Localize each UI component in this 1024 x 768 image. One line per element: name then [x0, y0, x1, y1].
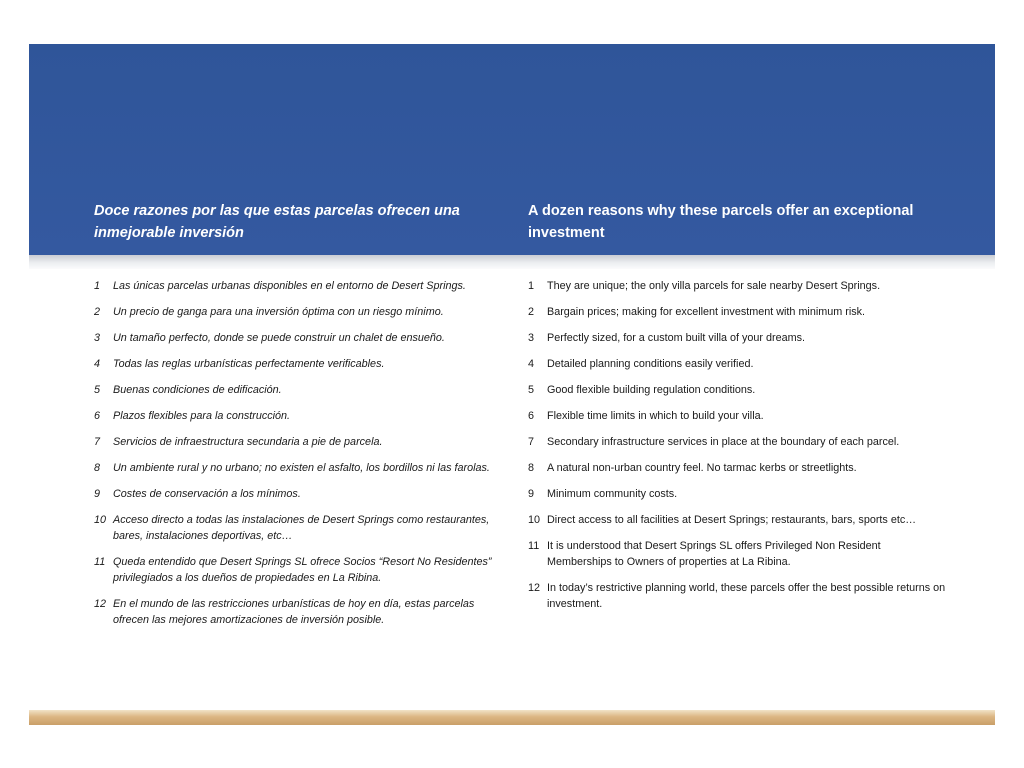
reason-text: Perfectly sized, for a custom built villa of your dreams.: [547, 332, 806, 344]
reason-number: 11: [94, 556, 106, 568]
spanish-reason-item: [94, 596, 504, 628]
spanish-reasons-list: [94, 278, 504, 638]
english-reason-item: [528, 538, 948, 570]
reason-text: Buenas condiciones de edificación.: [113, 384, 282, 396]
spanish-reason-item: [94, 356, 504, 372]
reason-number: 8: [528, 462, 535, 474]
reason-number: 5: [94, 384, 101, 396]
english-reason-item: [528, 356, 948, 372]
reason-number: 12: [94, 598, 107, 610]
reason-text: Las únicas parcelas urbanas disponibles en el entorno de Desert Springs.: [113, 280, 466, 292]
spanish-reason-item: [94, 278, 504, 294]
reason-number: 6: [94, 410, 101, 422]
english-reason-item: [528, 434, 948, 450]
reason-number: 3: [528, 332, 535, 344]
english-reason-item: [528, 512, 948, 528]
english-reason-item: [528, 486, 948, 502]
reason-text: En el mundo de las restricciones urbanísticas de hoy en día, estas parcelas ofrecen las mejores amortizaciones de inversión posible.: [113, 598, 475, 626]
spanish-reason-item: [94, 382, 504, 398]
spanish-reason-item: [94, 554, 504, 586]
reason-number: 7: [94, 436, 101, 448]
reason-number: 4: [528, 358, 535, 370]
reason-text: In today’s restrictive planning world, these parcels offer the best possible returns on investment.: [547, 582, 946, 610]
header-band: [29, 44, 995, 255]
spanish-reason-item: [94, 512, 504, 544]
reason-number: 8: [94, 462, 101, 474]
reason-text: It is understood that Desert Springs SL offers Privileged Non Resident Memberships to Owners of properties at La Ribina.: [547, 540, 881, 568]
reason-number: 5: [528, 384, 535, 396]
reason-number: 2: [528, 306, 535, 318]
reason-text: Acceso directo a todas las instalaciones de Desert Springs como restaurantes, bares, instalaciones deportivas, etc…: [113, 514, 490, 542]
reason-text: They are unique; the only villa parcels for sale nearby Desert Springs.: [547, 280, 881, 292]
english-reason-item: [528, 460, 948, 476]
reason-number: 12: [528, 582, 541, 594]
reason-number: 7: [528, 436, 535, 448]
english-title: A dozen reasons why these parcels offer an exceptional investment: [528, 203, 914, 241]
reason-number: 9: [94, 488, 101, 500]
reason-number: 9: [528, 488, 535, 500]
reason-text: Secondary infrastructure services in place at the boundary of each parcel.: [547, 436, 900, 448]
footer-band: [29, 710, 995, 725]
english-reason-item: [528, 382, 948, 398]
reason-number: 3: [94, 332, 101, 344]
reason-text: Flexible time limits in which to build your villa.: [547, 410, 764, 422]
english-reason-item: [528, 330, 948, 346]
reason-number: 1: [528, 280, 535, 292]
reason-number: 4: [94, 358, 101, 370]
spanish-reason-item: [94, 486, 504, 502]
reason-text: Bargain prices; making for excellent investment with minimum risk.: [547, 306, 866, 318]
reason-text: Todas las reglas urbanísticas perfectamente verificables.: [113, 358, 385, 370]
reason-text: Direct access to all facilities at Desert Springs; restaurants, bars, sports etc…: [547, 514, 917, 526]
header-shadow: [29, 255, 995, 269]
reason-number: 6: [528, 410, 535, 422]
spanish-reason-item: [94, 460, 504, 476]
reason-number: 11: [528, 540, 540, 552]
english-reason-item: [528, 580, 948, 612]
spanish-reason-item: [94, 434, 504, 450]
reason-text: Un precio de ganga para una inversión óptima con un riesgo mínimo.: [113, 306, 444, 318]
reason-text: Costes de conservación a los mínimos.: [113, 488, 301, 500]
reason-number: 10: [94, 514, 107, 526]
english-reason-item: [528, 304, 948, 320]
english-reason-item: [528, 278, 948, 294]
reason-text: Un tamaño perfecto, donde se puede construir un chalet de ensueño.: [113, 332, 445, 344]
reason-number: 2: [94, 306, 101, 318]
reason-text: Minimum community costs.: [547, 488, 678, 500]
spanish-reason-item: [94, 304, 504, 320]
spanish-reason-item: [94, 330, 504, 346]
reason-text: Un ambiente rural y no urbano; no existen el asfalto, los bordillos ni las farolas.: [113, 462, 490, 474]
spanish-title: Doce razones por las que estas parcelas ofrecen una inmejorable inversión: [94, 203, 460, 241]
reason-number: 10: [528, 514, 541, 526]
reason-text: Detailed planning conditions easily verified.: [547, 358, 754, 370]
reason-number: 1: [94, 280, 101, 292]
reason-text: A natural non-urban country feel. No tarmac kerbs or streetlights.: [547, 462, 857, 474]
reason-text: Servicios de infraestructura secundaria a pie de parcela.: [113, 436, 383, 448]
english-reasons-list: [528, 278, 948, 622]
reason-text: Plazos flexibles para la construcción.: [113, 410, 291, 422]
reason-text: Queda entendido que Desert Springs SL ofrece Socios “Resort No Residentes” privilegiados a los dueños de propiedades en La Ribina.: [113, 556, 492, 584]
english-reason-item: [528, 408, 948, 424]
reason-text: Good flexible building regulation conditions.: [547, 384, 756, 396]
spanish-reason-item: [94, 408, 504, 424]
brochure-page: [29, 44, 995, 725]
